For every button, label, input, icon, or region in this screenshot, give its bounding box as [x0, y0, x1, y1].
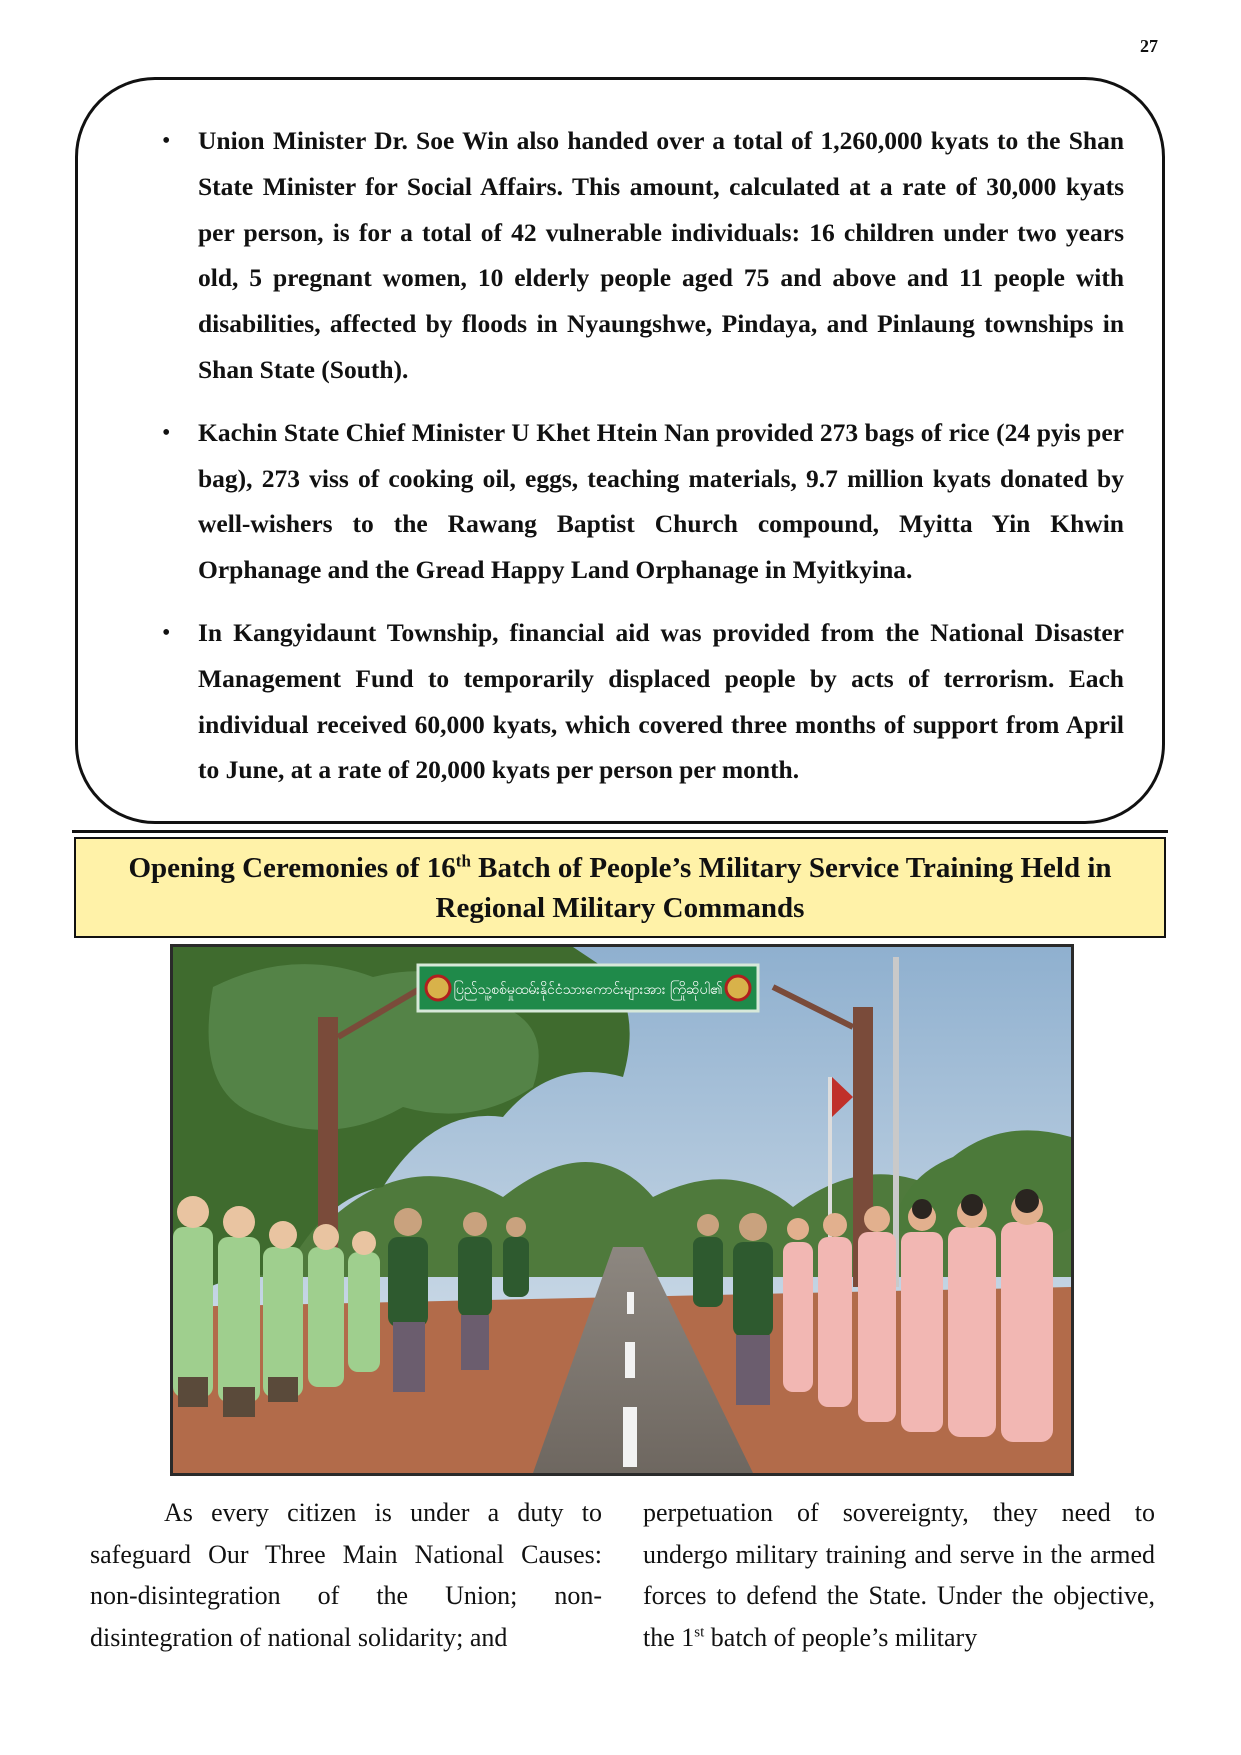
heading-text-part1: Opening Ceremonies of 16 [128, 852, 456, 884]
bullet-dot-icon: • [162, 619, 171, 646]
body-column-left [90, 1492, 602, 1658]
body-column-right [643, 1492, 1155, 1658]
page-number: 27 [1140, 36, 1158, 56]
bullet-text: Union Minister Dr. Soe Win also handed over a total of 1,260,000 kyats to the Shan State Minister for Social Affairs. This amount, calculated at a rate of 30,000 kyats per person, is for a total of 42 vulnerable individuals: 16 children under two years old, 5 pregnant women, 10 elderly people aged 75 and above and 11 people with disabilities, affected by floods in Nyaungshwe, Pindaya, and Pinlaung townships in Shan State (South). [198, 126, 1124, 384]
heading-superscript: th [455, 851, 471, 871]
ceremony-photo-illustration [173, 947, 1071, 1473]
section-heading [74, 837, 1166, 938]
body-paragraph-right [643, 1492, 1155, 1658]
body-right-text-part2: batch of people’s military [704, 1622, 978, 1652]
banner-text: ပြည်သူ့စစ်မှုထမ်းနိုင်ငံသားကောင်းများအား ကြိုဆိုပါ၏ [453, 982, 723, 998]
body-right-superscript: st [694, 1623, 705, 1640]
bullet-item [122, 410, 1124, 593]
bullet-text: Kachin State Chief Minister U Khet Htein Nan provided 273 bags of rice (24 pyis per bag), 273 viss of cooking oil, eggs, teaching materials, 9.7 million kyats donated by well-wishers to the Rawang Baptist Church compound, Myitta Yin Khwin Orphanage and the Gread Happy Land Orphanage in Myitkyina. [198, 417, 1124, 585]
highlights-box [75, 77, 1165, 824]
bullet-item [122, 610, 1124, 793]
bullet-dot-icon: • [162, 128, 171, 154]
body-right-text-part1: perpetuation of sovereignty, they need to undergo military training and serve in the armed forces to defend the State. Under the objective, the 1 [643, 1498, 1155, 1652]
bullet-dot-icon: • [162, 419, 171, 446]
ceremony-photo [170, 944, 1074, 1476]
section-divider [72, 830, 1168, 833]
heading-text-part2: Batch of People’s Military Service Training Held in Regional Military Commands [435, 852, 1112, 924]
bullet-text: In Kangyidaunt Township, financial aid was provided from the National Disaster Management Fund to temporarily displaced people by acts of terrorism. Each individual received 60,000 kyats, which covered three months of support from April to June, at a rate of 20,000 kyats per person per month. [198, 617, 1124, 785]
body-paragraph-left: As every citizen is under a duty to safeguard Our Three Main National Causes: non-disintegration of the Union; non-disintegration of national solidarity; and [90, 1498, 602, 1652]
bullet-item [122, 118, 1124, 393]
